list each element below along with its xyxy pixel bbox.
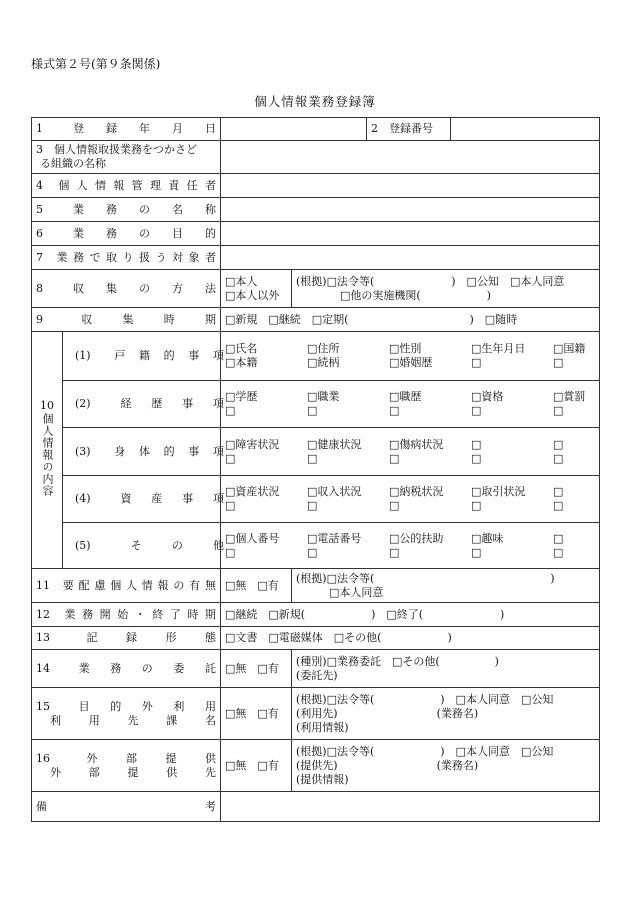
label-collection-timing [36,313,216,327]
checkbox-option[interactable]: □健康状況 [307,437,362,451]
label-char: 項 [212,349,224,362]
row-number: 6 [36,226,43,240]
label-registration-date [36,122,216,136]
checkbox-option[interactable]: □収入状況 [307,485,362,498]
label-char: 他 [212,538,224,552]
label-char: 委 [173,661,185,675]
row-info-content-2 [32,381,600,428]
label-char: 登 [73,122,84,135]
checkbox-option[interactable]: □ [471,499,482,512]
sub-number: (5) [75,538,91,552]
label-char: 無 [204,578,216,592]
row-number: 11 [36,578,50,592]
checkbox-option[interactable]: □ [553,485,564,498]
row-manager [32,174,600,198]
label-char: 日 [205,122,216,135]
label-char: 項 [212,397,224,410]
row-collection-timing [32,308,600,332]
option-self[interactable]: □本人 [225,274,258,288]
row-number: 8 [36,281,43,295]
checkbox-option[interactable]: □ [553,404,564,417]
checkbox-option[interactable]: □職歴 [389,390,422,403]
checkbox-option[interactable]: □ [471,404,482,417]
manager-field[interactable] [221,174,600,198]
label-char: 法 [205,281,216,295]
label-char: 業 [73,226,84,240]
checkbox-option[interactable]: □職業 [307,390,340,403]
row-number: 5 [36,202,43,216]
checkbox-option[interactable]: □ [553,531,564,545]
label-char: 務 [106,226,117,240]
sensitive-basis-line1[interactable]: (根拠)□法令等( ) [296,571,555,585]
row-external-use [32,688,600,740]
checkbox-option[interactable]: □ [307,545,318,559]
sensitive-info-options[interactable]: □無 □有 [221,569,292,603]
label-char: り [122,250,134,264]
checkbox-option[interactable]: □ [307,451,318,465]
row-remarks [32,792,600,822]
label-char: 用 [204,699,216,713]
checkbox-option[interactable]: □婚姻歴 [389,356,433,369]
checkbox-option[interactable]: □ [225,451,236,465]
label-char: 的 [163,444,175,458]
label-char: の [139,281,150,295]
label-char: う [155,250,167,264]
label-char: 有 [189,578,201,592]
label-char: 先 [205,765,216,779]
sensitive-basis-line2[interactable]: □本人同意 [296,585,384,599]
row-number: 14 [36,661,50,675]
label-other [67,539,226,553]
label-char: 体 [138,444,150,458]
label-target-persons [36,251,216,265]
checkbox-option[interactable]: □住所 [307,342,340,355]
label-char: 供 [166,765,178,779]
label-char: の [173,578,185,592]
checkbox-option[interactable]: □ [389,404,400,417]
label-char: 報 [113,178,125,192]
label-char: 終 [152,607,164,621]
label-collection-method [36,282,216,296]
sensitive-info-basis[interactable] [292,569,600,603]
label-manager [36,179,216,193]
checkbox-option[interactable]: □ [225,499,236,512]
label-char: 先 [127,713,139,727]
checkbox-option[interactable]: □ [307,404,318,417]
label-char: 務 [110,661,122,675]
label-char: 理 [149,178,161,192]
checkbox-option[interactable]: □障害状況 [225,437,280,451]
label-char: 期 [205,312,216,326]
label-char: 時 [163,312,175,326]
label-char: 事 [188,444,200,458]
label-char: 考 [205,799,216,813]
label-char: 個 [58,178,70,192]
label-char: 歴 [151,397,163,410]
label-organization-line1: 3 個人情報取扱業務をつかさど [36,143,197,156]
registration-number-field[interactable] [451,118,600,141]
outsourcing-type-line[interactable]: (種別)□業務委託 □その他( ) [296,654,499,668]
options-physical [225,438,595,466]
label-char: の [139,202,150,216]
checkbox-option[interactable]: □資格 [471,390,504,403]
row-number: 12 [36,607,50,621]
row-collection-method [32,270,600,308]
checkbox-option[interactable]: □続柄 [307,356,340,369]
label-char: 備 [36,799,47,813]
label-char: 形 [165,631,177,644]
record-format-options[interactable]: □文書 □電磁媒体 □その他( ) [221,627,600,650]
label-char: 資 [120,492,132,505]
label-char: 報 [157,578,169,592]
options-family-register [225,342,595,370]
label-char: 収 [73,281,84,295]
label-char: 者 [204,178,216,192]
row-registration-date [32,118,600,141]
label-char: 産 [151,492,163,505]
options-career [225,390,595,418]
checkbox-option[interactable]: □ [307,499,318,512]
label-business-period [36,608,216,622]
target-persons-field[interactable] [221,246,600,270]
label-business-purpose [36,227,216,241]
registration-date-field[interactable] [221,118,367,141]
checkbox-option[interactable]: □国籍 [553,342,586,355]
external-use-options[interactable]: □無 □有 [221,688,292,740]
label-char: 記 [86,631,98,644]
label-char: 配 [78,578,90,592]
collection-basis-line2[interactable]: □他の実施機関( ) [296,288,491,302]
row-number: 13 [36,631,50,644]
checkbox-option[interactable]: □資産状況 [225,485,280,498]
label-char: 時 [187,607,199,621]
row-record-format [32,627,600,650]
label-char: 取 [106,250,117,264]
external-use-info-line[interactable]: (利用情報) [296,720,349,734]
outsourcing-details[interactable] [292,650,600,688]
row-outsourcing [32,650,600,688]
document-title: 個人情報業務登録簿 [254,94,376,109]
label-char: 始 [117,607,129,621]
label-char: 戸 [114,349,126,362]
label-record-format [36,631,216,645]
checkbox-option[interactable]: □ [225,545,236,559]
label-external-provision-dest [36,766,216,780]
label-char: 的 [163,349,175,362]
row-info-content-5 [32,523,600,569]
checkbox-option[interactable]: □ [553,451,564,465]
label-char: 名 [172,202,183,216]
checkbox-option[interactable]: □ [471,451,482,465]
outsourcing-options[interactable]: □無 □有 [221,650,292,688]
checkbox-option[interactable]: □ [471,356,482,369]
label-char: 集 [122,312,134,326]
label-char: 収 [81,312,93,326]
outsourcing-contractor-line[interactable]: (委託先) [296,668,338,682]
label-char: 目 [78,699,90,713]
checkbox-option[interactable]: □生年月日 [471,342,526,355]
label-char: 慮 [94,578,106,592]
row-business-period [32,603,600,627]
label-remarks [36,800,216,814]
checkbox-option[interactable]: □納税状況 [389,485,444,498]
checkbox-option[interactable]: □性別 [389,342,422,355]
checkbox-option[interactable]: □ [471,437,482,451]
label-char: 月 [172,122,183,135]
label-char: 称 [205,202,216,216]
label-family-register [67,349,226,363]
checkbox-option[interactable]: □公的扶助 [389,531,444,545]
label-business-name [36,203,216,217]
business-name-field[interactable] [221,198,600,222]
sub-number: (2) [75,397,91,410]
external-provision-dest-line[interactable]: (提供先) (業務名) [296,758,479,772]
collection-basis-line1[interactable]: (根拠)□法令等( ) □公知 □本人同意 [296,274,565,288]
label-char: 託 [204,661,216,675]
label-char: 責 [168,178,180,192]
checkbox-option[interactable]: □ [225,404,236,417]
label-char: 課 [166,713,178,727]
label-char: 事 [188,349,200,362]
registration-table [31,117,600,822]
label-char: 項 [212,492,224,505]
checkbox-option[interactable]: □賞罰 [553,390,586,403]
label-char: 供 [205,751,216,765]
label-char: 外 [141,699,153,713]
row-number: 7 [36,250,43,264]
label-char: 的 [110,699,122,713]
checkbox-option[interactable]: □ [389,451,400,465]
label-info-content-num: 10 [40,399,54,412]
label-char: 態 [205,631,216,644]
checkbox-option[interactable]: □個人番号 [225,531,280,545]
label-char: 外 [50,765,61,779]
checkbox-option[interactable]: □電話番号 [307,531,362,545]
sub-number: (1) [75,349,91,362]
label-char: 経 [120,397,132,410]
label-char: 外 [86,751,98,765]
label-char: 身 [114,444,126,458]
label-char: 要 [62,578,74,592]
row-organization-name [32,141,600,174]
label-char: 提 [127,765,139,779]
label-info-content-text: 個人情報の内容 [41,413,54,497]
label-char: 人 [125,578,137,592]
row-number: 9 [36,312,43,326]
label-char: 期 [204,607,216,621]
label-char: の [141,661,153,675]
label-char: 管 [131,178,143,192]
row-external-provision [32,740,600,792]
options-other [225,532,595,560]
sub-number: (3) [75,444,91,458]
label-char: 部 [88,765,100,779]
checkbox-option[interactable]: □趣味 [471,531,504,545]
label-char: 集 [106,281,117,295]
label-external-use [36,700,216,714]
label-char: 目 [172,226,183,240]
checkbox-option[interactable]: □ [471,545,482,559]
label-char: 了 [169,607,181,621]
label-char: 情 [94,178,106,192]
row-business-purpose [32,222,600,246]
label-char: 人 [76,178,88,192]
external-use-user-line[interactable]: (利用先) (業務名) [296,706,479,720]
label-char: 籍 [138,349,150,362]
label-char: 務 [82,607,94,621]
label-char: 名 [205,713,216,727]
label-char: 業 [78,661,90,675]
row-info-content-4 [32,476,600,523]
label-assets [67,492,226,506]
business-period-options[interactable]: □継続 □新規( ) □終了( ) [221,603,600,627]
checkbox-option[interactable]: □ [553,437,564,451]
label-char: 録 [126,631,137,644]
label-char: 開 [99,607,111,621]
collection-basis-options[interactable] [292,270,600,308]
external-use-details[interactable] [292,688,600,740]
checkbox-option[interactable]: □ [553,499,564,512]
business-purpose-field[interactable] [221,222,600,246]
external-provision-details[interactable] [292,740,600,792]
external-provision-info-line[interactable]: (提供情報) [296,772,349,786]
label-char: 的 [205,226,216,240]
label-char: 年 [139,122,150,135]
option-other-than-self[interactable]: □本人以外 [225,288,280,302]
row-number: 4 [36,178,43,192]
label-organization-line2: る組織の名称 [40,157,106,170]
label-char: の [171,538,183,552]
label-outsourcing [36,662,216,676]
external-use-basis-line[interactable]: (根拠)□法令等( ) □本人同意 □公知 [296,692,554,706]
label-char: ・ [134,607,146,621]
checkbox-option[interactable]: □学歴 [225,390,258,403]
row-info-content-1 [32,332,600,381]
sub-number: (4) [75,492,91,505]
checkbox-option[interactable]: □ [553,545,564,559]
label-char: 情 [141,578,153,592]
external-provision-basis-line[interactable]: (根拠)□法令等( ) □本人同意 □公知 [296,744,554,758]
row-info-content-3 [32,428,600,476]
label-char: 事 [182,492,194,505]
checkbox-option[interactable]: □ [389,499,400,512]
label-char: 務 [106,202,117,216]
label-char: 項 [212,444,224,458]
collection-timing-options[interactable]: □新規 □継続 □定期( ) □随時 [221,308,600,332]
label-char: 任 [186,178,198,192]
label-char: 扱 [139,250,150,264]
label-physical [67,445,226,459]
remarks-field[interactable] [221,792,600,822]
row-target-persons [32,246,600,270]
label-char: で [89,250,101,264]
checkbox-option[interactable]: □傷病状況 [389,437,444,451]
label-char: 務 [73,250,84,264]
organization-name-field[interactable] [221,141,600,174]
row-business-name [32,198,600,222]
label-char: 業 [64,607,76,621]
label-char: 録 [106,122,117,135]
label-char: 個 [110,578,122,592]
checkbox-option[interactable]: □本籍 [225,356,258,369]
checkbox-option[interactable]: □ [389,545,400,559]
label-char: 方 [172,281,183,295]
label-registration-number: 2 登録番号 [367,118,451,141]
row-sensitive-info [32,569,600,603]
label-char: 業 [56,250,68,264]
label-sensitive-info [36,579,216,593]
label-char: 提 [165,751,177,765]
options-assets [225,485,595,513]
label-char: 用 [88,713,100,727]
checkbox-option[interactable]: □ [553,356,564,369]
label-external-provision [36,752,216,766]
label-career [67,397,226,411]
row-number: 15 [36,699,50,713]
label-char: 業 [73,202,84,216]
collection-source-options[interactable] [221,270,292,308]
row-number: 1 [36,122,43,135]
label-char: そ [130,538,142,552]
label-char: 部 [126,751,137,765]
label-char: の [139,226,150,240]
form-number-label: 様式第２号(第９条関係) [31,57,161,71]
label-char: 者 [205,250,216,264]
label-char: 利 [50,713,61,727]
checkbox-option[interactable]: □取引状況 [471,485,526,498]
row-number: 16 [36,751,50,765]
label-info-content [32,332,63,569]
label-char: 事 [182,397,194,410]
label-char: 利 [173,699,185,713]
label-char: 象 [188,250,200,264]
external-provision-options[interactable]: □無 □有 [221,740,292,792]
checkbox-option[interactable]: □氏名 [225,342,258,355]
label-char: 対 [172,250,183,264]
label-external-use-dept [36,714,216,728]
